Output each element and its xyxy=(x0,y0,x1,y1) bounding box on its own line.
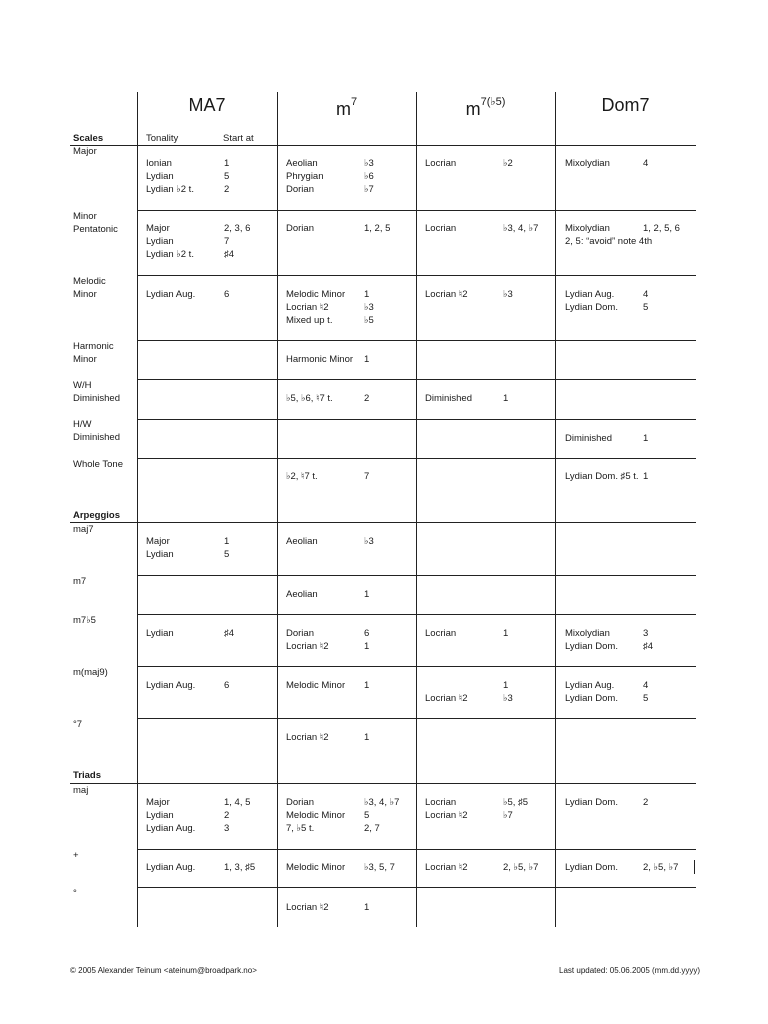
start-degree: 4 xyxy=(643,680,649,691)
row-divider xyxy=(137,458,696,459)
start-degree: ♭3 xyxy=(364,158,374,169)
scale-name: Dorian xyxy=(286,184,314,195)
column-header-ma7: MA7 xyxy=(188,95,226,115)
cell-arp-m7b5-m7b5 xyxy=(425,627,508,640)
cell-tri-maj-m7b5 xyxy=(425,796,528,822)
scale-name: Major xyxy=(146,223,170,234)
column-header-dom7: Dom7 xyxy=(601,95,650,115)
row-label: °7 xyxy=(73,719,83,730)
cell-line xyxy=(286,157,374,170)
cell-line xyxy=(146,861,255,874)
cell-minor-pentatonic-dom7 xyxy=(565,222,680,248)
cell-line xyxy=(146,235,250,248)
cell-tri-aug-ma7 xyxy=(146,861,255,874)
start-degree: 1 xyxy=(364,732,370,743)
cell-arp-maj7-ma7 xyxy=(146,535,229,561)
cell-line xyxy=(146,796,250,809)
row-divider xyxy=(137,849,696,850)
start-degree: 1 xyxy=(643,433,649,444)
cell-tri-maj-ma7 xyxy=(146,796,250,835)
cell-line xyxy=(425,157,513,170)
scale-name: Locrian ♮2 xyxy=(425,693,468,704)
cell-line xyxy=(146,288,229,301)
scale-name: Lydian xyxy=(146,549,174,560)
scale-name: Mixolydian xyxy=(565,628,610,639)
start-degree: 1, 3, ♯5 xyxy=(224,862,256,873)
start-degree: ♭7 xyxy=(364,184,374,195)
cell-line xyxy=(565,288,648,301)
cell-line xyxy=(146,157,229,170)
scale-name: Locrian ♮2 xyxy=(286,732,329,743)
scale-name: Lydian ♭2 t. xyxy=(146,184,194,195)
cell-arp-mmaj9-dom7 xyxy=(565,679,648,705)
cell-line xyxy=(146,222,250,235)
start-degree: ♭3, 5, 7 xyxy=(364,862,395,873)
scale-name: Lydian Aug. xyxy=(146,680,196,691)
cell-tri-maj-dom7 xyxy=(565,796,648,809)
scale-name: Mixolydian xyxy=(565,158,610,169)
section-title-arpeggios: Arpeggios xyxy=(73,510,120,521)
start-degree: 1 xyxy=(643,471,649,482)
cell-line xyxy=(146,548,229,561)
row-divider xyxy=(137,210,696,211)
scale-name: Lydian Dom. xyxy=(565,693,618,704)
scale-name: 7, ♭5 t. xyxy=(286,823,315,834)
cell-line xyxy=(286,470,369,483)
cell-line xyxy=(286,627,369,640)
row-divider xyxy=(70,145,696,146)
start-degree: 7 xyxy=(224,236,230,247)
cell-line xyxy=(286,288,374,301)
cell-line xyxy=(425,861,538,874)
row-label: + xyxy=(73,850,79,861)
start-degree: ♯4 xyxy=(224,628,235,639)
scale-name: Dorian xyxy=(286,628,314,639)
scale-name: Locrian xyxy=(425,158,457,169)
cell-line xyxy=(565,470,648,483)
scale-name: Aeolian xyxy=(286,589,318,600)
scale-name: Aeolian xyxy=(286,158,318,169)
start-degree: 2 xyxy=(224,184,230,195)
cell-arp-m7b5-m7 xyxy=(286,627,369,653)
row-divider xyxy=(137,718,696,719)
cell-major-m7 xyxy=(286,157,374,196)
cell-line xyxy=(286,588,369,601)
cell-line xyxy=(565,796,648,809)
scale-name: Lydian Aug. xyxy=(565,680,615,691)
start-degree: 2, ♭5, ♭7 xyxy=(503,862,539,873)
scale-name: Dorian xyxy=(286,797,314,808)
start-degree: 6 xyxy=(224,289,230,300)
scale-name: Melodic Minor xyxy=(286,862,346,873)
cell-line xyxy=(425,809,528,822)
cell-line xyxy=(425,288,513,301)
row-divider xyxy=(137,614,696,615)
start-degree: 5 xyxy=(643,302,649,313)
scale-name: Locrian ♮2 xyxy=(425,289,468,300)
scale-name: Diminished xyxy=(425,393,472,404)
scale-name: Lydian xyxy=(146,171,174,182)
cell-line xyxy=(286,301,374,314)
start-degree: ♭2 xyxy=(503,158,513,169)
cell-line xyxy=(425,796,528,809)
column-divider xyxy=(137,92,138,927)
scale-name: Mixed up t. xyxy=(286,315,333,326)
start-degree: 2 xyxy=(364,393,370,404)
row-divider xyxy=(137,379,696,380)
cell-line xyxy=(286,640,369,653)
row-label: ° xyxy=(73,888,77,899)
scale-name: Phrygian xyxy=(286,171,324,182)
scale-name: Lydian xyxy=(146,628,174,639)
start-degree: ♭5 xyxy=(364,315,374,326)
cell-major-dom7 xyxy=(565,157,648,170)
scale-name: Lydian Dom. xyxy=(565,641,618,652)
start-degree: ♯4 xyxy=(224,249,235,260)
cell-line xyxy=(565,157,648,170)
column-header-m7b5: $m^{7(♭5)}$ xyxy=(465,96,506,119)
scale-name: Locrian ♮2 xyxy=(286,302,329,313)
start-degree: ♭5, ♯5 xyxy=(503,797,529,808)
cell-line xyxy=(286,809,399,822)
start-degree: 1 xyxy=(364,641,370,652)
cell-line xyxy=(286,222,390,235)
scale-name: Mixolydian xyxy=(565,223,610,234)
start-degree: 4 xyxy=(643,289,649,300)
start-degree: 6 xyxy=(364,628,370,639)
row-divider xyxy=(70,783,696,784)
scale-name: Melodic Minor xyxy=(286,289,346,300)
start-degree: ♭6 xyxy=(364,171,374,182)
scale-name: Lydian Aug. xyxy=(146,862,196,873)
scale-name: Lydian Dom. xyxy=(565,797,618,808)
start-degree: 1, 2, 5 xyxy=(364,223,391,234)
cell-line xyxy=(146,627,234,640)
start-degree: 6 xyxy=(224,680,230,691)
cell-melodic-minor-ma7 xyxy=(146,288,229,301)
start-degree: ♯4 xyxy=(643,641,654,652)
cell-hw-diminished-dom7 xyxy=(565,432,648,445)
start-degree: 5 xyxy=(224,171,230,182)
row-divider xyxy=(137,666,696,667)
cell-melodic-minor-m7 xyxy=(286,288,374,327)
start-degree: 3 xyxy=(643,628,649,639)
start-degree: 1 xyxy=(503,680,509,691)
scale-name: Aeolian xyxy=(286,536,318,547)
cell-line xyxy=(565,679,648,692)
cell-line xyxy=(286,861,395,874)
scale-name: 2, 5: “avoid” note 4th xyxy=(565,236,653,247)
cell-arp-mmaj9-m7 xyxy=(286,679,369,692)
cell-minor-pentatonic-ma7 xyxy=(146,222,250,261)
start-degree: 7 xyxy=(364,471,370,482)
row-label: m7♭5 xyxy=(73,615,96,626)
start-degree: 5 xyxy=(224,549,230,560)
start-degree: 2, 7 xyxy=(364,823,380,834)
start-degree: 1 xyxy=(364,902,370,913)
cell-line xyxy=(286,679,369,692)
start-degree: ♭3 xyxy=(503,289,513,300)
cell-line xyxy=(286,170,374,183)
cell-line xyxy=(286,314,374,327)
start-degree: ♭3 xyxy=(364,302,374,313)
start-degree: 1 xyxy=(364,680,370,691)
row-divider xyxy=(137,575,696,576)
scale-name: Harmonic Minor xyxy=(286,354,354,365)
row-label: Harmonic Minor xyxy=(73,341,114,365)
start-at-header: Start at xyxy=(223,133,254,144)
cell-arp-maj7-m7 xyxy=(286,535,374,548)
cell-line xyxy=(565,640,653,653)
start-degree: 2, ♭5, ♭7 xyxy=(643,862,679,873)
section-title-scales: Scales xyxy=(73,133,104,144)
scale-name: Lydian ♭2 t. xyxy=(146,249,194,260)
start-degree: ♭3 xyxy=(364,536,374,547)
cell-wh-diminished-m7b5 xyxy=(425,392,508,405)
column-divider xyxy=(277,92,278,927)
start-degree: 3 xyxy=(224,823,230,834)
start-degree: 1 xyxy=(503,628,509,639)
start-degree: 2 xyxy=(224,810,230,821)
row-divider xyxy=(137,340,696,341)
scale-name: Locrian xyxy=(425,223,457,234)
start-degree: ♭7 xyxy=(503,810,513,821)
start-degree: 1 xyxy=(503,393,509,404)
cell-line xyxy=(425,392,508,405)
scale-name: Lydian xyxy=(146,810,174,821)
cell-line xyxy=(146,809,250,822)
scale-name: Dorian xyxy=(286,223,314,234)
cell-arp-dim7-m7 xyxy=(286,731,369,744)
start-degree: 5 xyxy=(643,693,649,704)
scale-name: ♭5, ♭6, ♮7 t. xyxy=(286,393,333,404)
scale-name: Diminished xyxy=(565,433,612,444)
cell-whole-tone-m7 xyxy=(286,470,369,483)
start-degree: 1 xyxy=(364,589,370,600)
cell-line xyxy=(565,222,680,235)
scale-name: Lydian Aug. xyxy=(146,823,196,834)
cell-minor-pentatonic-m7 xyxy=(286,222,390,235)
column-header-m7: $m^7$ xyxy=(335,96,358,119)
row-divider xyxy=(137,275,696,276)
cell-arp-mmaj9-m7b5 xyxy=(425,679,513,705)
cell-line xyxy=(146,183,229,196)
cell-minor-pentatonic-m7b5 xyxy=(425,222,538,235)
column-divider xyxy=(416,92,417,927)
cell-major-m7b5 xyxy=(425,157,513,170)
cell-line xyxy=(286,731,369,744)
scale-name: Lydian Aug. xyxy=(146,289,196,300)
cell-line xyxy=(146,822,250,835)
cell-line xyxy=(286,535,374,548)
start-degree: ♭3 xyxy=(503,693,513,704)
cell-major-ma7 xyxy=(146,157,229,196)
start-degree: 1, 4, 5 xyxy=(224,797,251,808)
cell-line xyxy=(286,353,369,366)
cell-line xyxy=(286,796,399,809)
start-degree: 5 xyxy=(364,810,370,821)
section-title-triads: Triads xyxy=(73,770,101,781)
cell-line xyxy=(565,627,653,640)
cell-arp-mmaj9-ma7 xyxy=(146,679,229,692)
start-degree: 1 xyxy=(364,354,370,365)
cell-line xyxy=(286,901,369,914)
cell-line xyxy=(286,392,369,405)
row-label: Minor Pentatonic xyxy=(73,211,118,235)
cell-arp-m7b5-dom7 xyxy=(565,627,653,653)
cell-line xyxy=(565,235,680,248)
scale-name: Major xyxy=(146,536,170,547)
scale-name: Ionian xyxy=(146,158,172,169)
row-label: maj7 xyxy=(73,524,94,535)
cell-tri-aug-m7 xyxy=(286,861,395,874)
row-divider xyxy=(137,887,696,888)
start-degree: 2 xyxy=(643,797,649,808)
start-degree: ♭3, 4, ♭7 xyxy=(364,797,400,808)
cell-melodic-minor-m7b5 xyxy=(425,288,513,301)
scale-name: Locrian xyxy=(425,628,457,639)
row-label: W/H Diminished xyxy=(73,380,120,404)
row-label: Whole Tone xyxy=(73,459,123,470)
start-degree: 1 xyxy=(224,158,230,169)
start-degree: 1, 2, 5, 6 xyxy=(643,223,680,234)
column-divider xyxy=(555,92,556,927)
row-label: maj xyxy=(73,785,89,796)
scale-name: Lydian Aug. xyxy=(565,289,615,300)
scale-name: Locrian ♮2 xyxy=(425,810,468,821)
row-label: m(maj9) xyxy=(73,667,108,678)
scale-name: Melodic Minor xyxy=(286,680,346,691)
scale-name: Locrian ♮2 xyxy=(286,902,329,913)
cell-harmonic-minor-m7 xyxy=(286,353,369,366)
row-label: m7 xyxy=(73,576,87,587)
cell-line xyxy=(425,222,538,235)
cell-arp-m7b5-ma7 xyxy=(146,627,234,640)
scale-name: ♭2, ♮7 t. xyxy=(286,471,318,482)
footer-last-updated: Last updated: 05.06.2005 (mm.dd.yyyy) xyxy=(559,966,700,975)
cell-tri-dim-m7 xyxy=(286,901,369,914)
row-divider xyxy=(70,522,696,523)
scale-name: Locrian ♮2 xyxy=(286,641,329,652)
start-degree: 2, 3, 6 xyxy=(224,223,251,234)
row-label: H/W Diminished xyxy=(73,419,120,443)
cell-line xyxy=(286,183,374,196)
start-degree: 4 xyxy=(643,158,649,169)
scale-name: Lydian xyxy=(146,236,174,247)
scale-name: Major xyxy=(146,797,170,808)
cell-melodic-minor-dom7 xyxy=(565,288,648,314)
scale-name: Lydian Dom. xyxy=(565,302,618,313)
cell-whole-tone-dom7 xyxy=(565,470,648,483)
cell-line xyxy=(146,535,229,548)
scale-name: Lydian Dom. xyxy=(565,862,618,873)
cell-line xyxy=(146,248,250,261)
cell-line xyxy=(146,679,229,692)
scale-name: Locrian ♮2 xyxy=(425,862,468,873)
tonality-header: Tonality xyxy=(146,133,179,144)
cell-line xyxy=(425,692,513,705)
scale-name: Locrian xyxy=(425,797,457,808)
row-divider xyxy=(137,419,696,420)
cell-tri-aug-m7b5 xyxy=(425,861,538,874)
cell-arp-m7-m7 xyxy=(286,588,369,601)
scale-name: Melodic Minor xyxy=(286,810,346,821)
footer-copyright: © 2005 Alexander Teinum <ateinum@broadpark.no> xyxy=(70,966,257,975)
cell-tri-aug-dom7 xyxy=(565,861,678,874)
row-label: Major xyxy=(73,146,97,157)
start-degree: 1 xyxy=(364,289,370,300)
scale-name: Lydian Dom. ♯5 t. xyxy=(565,471,639,482)
cell-wh-diminished-m7 xyxy=(286,392,369,405)
row-label: Melodic Minor xyxy=(73,276,106,300)
cell-tri-maj-m7 xyxy=(286,796,399,835)
cell-line xyxy=(425,679,513,692)
edge-mark xyxy=(694,860,695,874)
start-degree: 1 xyxy=(224,536,230,547)
cell-line xyxy=(425,627,508,640)
scale-name xyxy=(425,679,503,692)
start-degree: ♭3, 4, ♭7 xyxy=(503,223,539,234)
cell-line xyxy=(565,692,648,705)
cell-line xyxy=(146,170,229,183)
cell-line xyxy=(286,822,399,835)
cell-line xyxy=(565,432,648,445)
cell-line xyxy=(565,861,678,874)
cell-line xyxy=(565,301,648,314)
